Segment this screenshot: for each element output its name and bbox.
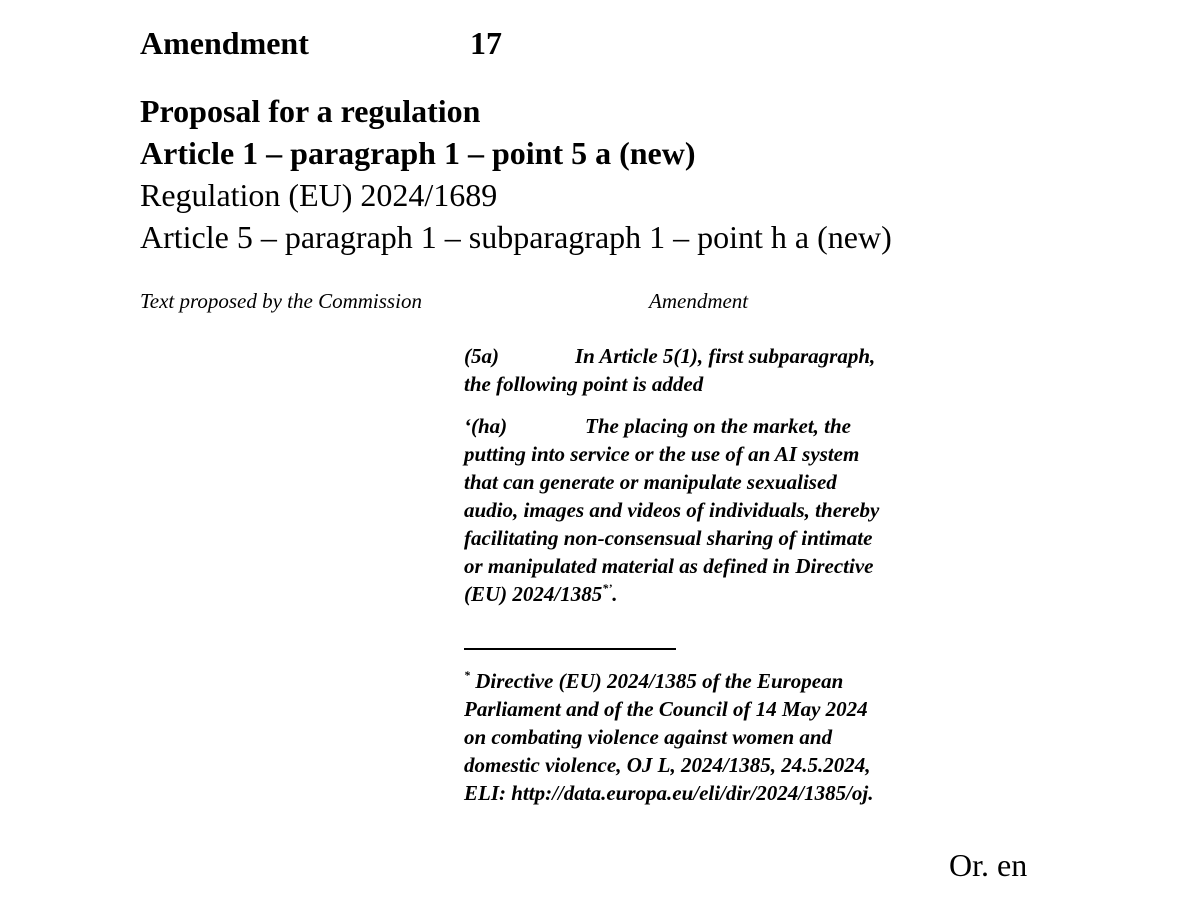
amendment-column-header: Amendment [649, 289, 749, 313]
amendment-label: Amendment [140, 25, 309, 61]
regulation-reference: Regulation (EU) 2024/1689 [140, 177, 498, 213]
point-ha-line-5: facilitating non-consensual sharing of intimate [464, 526, 873, 550]
amendment-text [464, 342, 944, 608]
footnote-reference-marker: *’ [602, 581, 613, 595]
footnote-line-1 [464, 667, 944, 695]
directive-reference: (EU) 2024/1385 [464, 582, 603, 606]
point-ha-text: The placing on the market, the [585, 414, 852, 438]
point-ha-line-4: audio, images and videos of individuals, thereby [464, 498, 880, 522]
footnote-line-3: on combating violence against women and [464, 725, 833, 749]
footnote-line-5: ELI: http://data.europa.eu/eli/dir/2024/1385/oj. [464, 781, 874, 805]
footnote-line-2: Parliament and of the Council of 14 May 2024 [464, 697, 868, 721]
point-ha-line-3: that can generate or manipulate sexualised [464, 470, 837, 494]
point-5a-line [464, 342, 944, 370]
point-ha-line-2: putting into service or the use of an AI system [464, 442, 860, 466]
point-5a-continuation: the following point is added [464, 372, 704, 396]
point-ha-line-7 [464, 580, 944, 608]
footnote [464, 667, 944, 807]
point-5a-label: (5a) [464, 344, 499, 368]
footnote-marker: * [464, 668, 470, 682]
article-reference: Article 1 – paragraph 1 – point 5 a (new) [140, 135, 696, 171]
point-ha-line [464, 412, 944, 440]
point-ha-line-6: or manipulated material as defined in Directive [464, 554, 874, 578]
sentence-end: . [612, 582, 618, 606]
point-5a-text: In Article 5(1), first subparagraph, [575, 344, 876, 368]
footnote-separator [464, 648, 676, 650]
footnote-line-4: domestic violence, OJ L, 2024/1385, 24.5.2024, [464, 753, 871, 777]
target-article-reference: Article 5 – paragraph 1 – subparagraph 1 – point h a (new) [140, 219, 892, 255]
amendment-number: 17 [470, 25, 502, 61]
proposal-title: Proposal for a regulation [140, 93, 481, 129]
original-language: Or. en [949, 847, 1028, 883]
point-ha-label: ‘(ha) [464, 414, 508, 438]
commission-text-column-header: Text proposed by the Commission [140, 289, 422, 313]
footnote-text: Directive (EU) 2024/1385 of the European [470, 669, 844, 693]
amendment-heading [140, 90, 892, 258]
